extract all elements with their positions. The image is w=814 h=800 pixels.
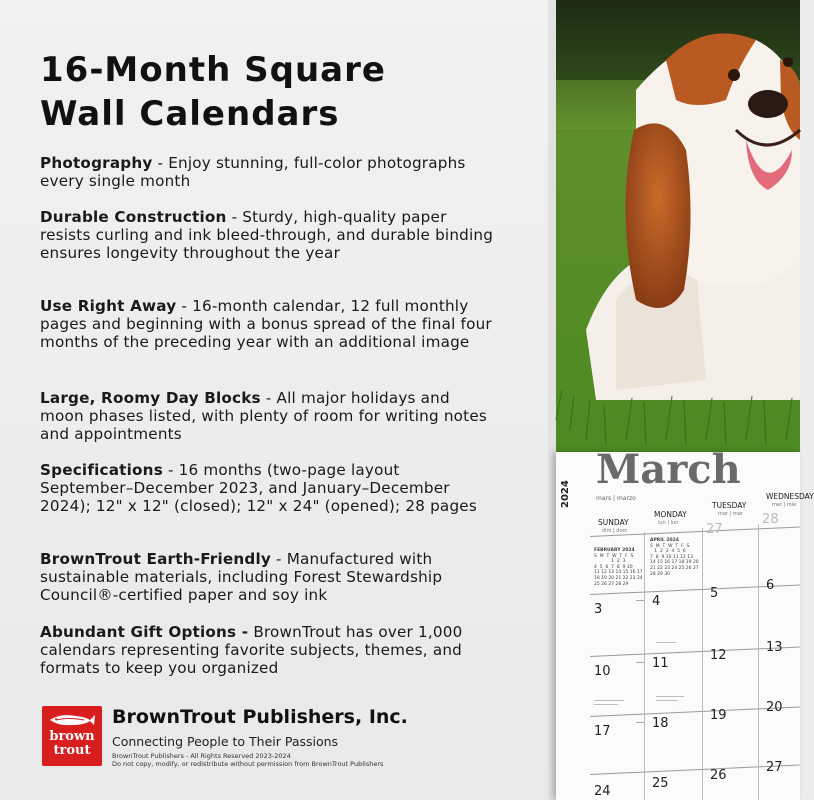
feature-use-right-away: Use Right Away - 16-month calendar, 12 full monthly pages and beginning with a bonus spread of the final four months of the preceding year with an additional image: [40, 297, 492, 351]
mini-calendar-february: FEBRUARY 2024 S M T W T F S 1 2 3 4 5 6 7 8 9 10 11 12 13 14 15 16 17 18 19 20 21 22 23 24 25 26 27 28 29: [594, 548, 643, 587]
publisher-name: BrownTrout Publishers, Inc.: [112, 706, 408, 728]
feature-specifications: Specifications - 16 months (two-page layout September–December 2023, and January–December 2024); 12" x 12" (closed); 12" x 24" (opened); 28 pages: [40, 461, 477, 515]
note-mark: [656, 696, 684, 697]
feature-earth-friendly: BrownTrout Earth-Friendly - Manufactured with sustainable materials, including Forest Stewardship Council®-certified paper and soy ink: [40, 550, 443, 604]
feature-day-blocks: Large, Roomy Day Blocks - All major holidays and moon phases listed, with plenty of room for writing notes and appointments: [40, 389, 487, 443]
note-mark: [636, 662, 644, 663]
dog-photo: [556, 0, 800, 452]
grid-line: [644, 532, 645, 800]
date-cell: 28: [762, 512, 779, 527]
note-mark: [636, 600, 644, 601]
copy-notice: Do not copy, modify, or redistribute without permission from BrownTrout Publishers: [112, 760, 384, 768]
feature-photography: Photography - Enjoy stunning, full-color photographs every single month: [40, 154, 466, 190]
date-cell: 20: [766, 700, 783, 715]
day-sub-sunday: dim | dom: [602, 528, 628, 534]
date-cell: 18: [652, 716, 669, 731]
mini-calendar-april: APRIL 2024 S M T W T F S 1 2 3 4 5 6 7 8 9 10 11 12 13 14 15 16 17 18 19 20 21 22 23 24 25 26 27 28 29 30: [650, 538, 699, 577]
date-cell: 27: [706, 522, 723, 537]
feature-gift-options: Abundant Gift Options - BrownTrout has over 1,000 calendars representing favorite subjects, themes, and formats to keep you organized: [40, 623, 463, 677]
date-cell: 4: [652, 594, 661, 609]
title-line-1: 16-Month Square: [40, 50, 386, 90]
day-header-sunday: SUNDAY: [598, 518, 629, 527]
day-sub-monday: lun | lun: [658, 520, 679, 526]
day-sub-wednesday: mer | mié: [772, 502, 797, 508]
page-title: [40, 48, 386, 136]
date-cell: 11: [652, 656, 669, 671]
grid-line: [758, 524, 759, 800]
date-cell: 19: [710, 708, 727, 723]
day-header-monday: MONDAY: [654, 510, 687, 519]
title-line-2: Wall Calendars: [40, 94, 340, 134]
grid-line: [702, 528, 703, 800]
date-cell: 10: [594, 664, 611, 679]
publisher-tagline: Connecting People to Their Passions: [112, 734, 339, 749]
date-cell: 17: [594, 724, 611, 739]
date-cell: 24: [594, 784, 611, 799]
rights-notice: BrownTrout Publishers - All Rights Reserved 2023-2024: [112, 752, 291, 760]
date-cell: 12: [710, 648, 727, 663]
calendar-preview: [548, 0, 814, 800]
note-mark: [594, 700, 624, 701]
date-cell: 25: [652, 776, 669, 791]
note-mark: [656, 700, 678, 701]
date-cell: 3: [594, 602, 603, 617]
day-sub-tuesday: mar | mar: [718, 511, 743, 517]
date-cell: 5: [710, 586, 719, 601]
calendar-page: [556, 446, 814, 800]
date-cell: 26: [710, 768, 727, 783]
note-mark: [656, 642, 676, 643]
note-mark: [636, 722, 644, 723]
trout-icon: [48, 712, 96, 728]
feature-durable-construction: Durable Construction - Sturdy, high-quality paper resists curling and ink bleed-through, and durable binding ensures longevity throughout the year: [40, 208, 494, 262]
calendar-year: 2024: [560, 480, 571, 508]
browntrout-logo: [42, 706, 102, 766]
day-header-tuesday: TUESDAY: [712, 501, 747, 510]
date-cell: 6: [766, 578, 775, 593]
logo-word-brown: brown: [49, 729, 95, 744]
date-cell: 27: [766, 760, 783, 775]
calendar-month: March: [596, 446, 741, 493]
logo-word-trout: trout: [53, 743, 91, 758]
date-cell: 13: [766, 640, 783, 655]
note-mark: [594, 704, 618, 705]
day-header-wednesday: WEDNESDAY: [766, 492, 814, 501]
calendar-month-translations: mars | marzo: [596, 495, 636, 502]
